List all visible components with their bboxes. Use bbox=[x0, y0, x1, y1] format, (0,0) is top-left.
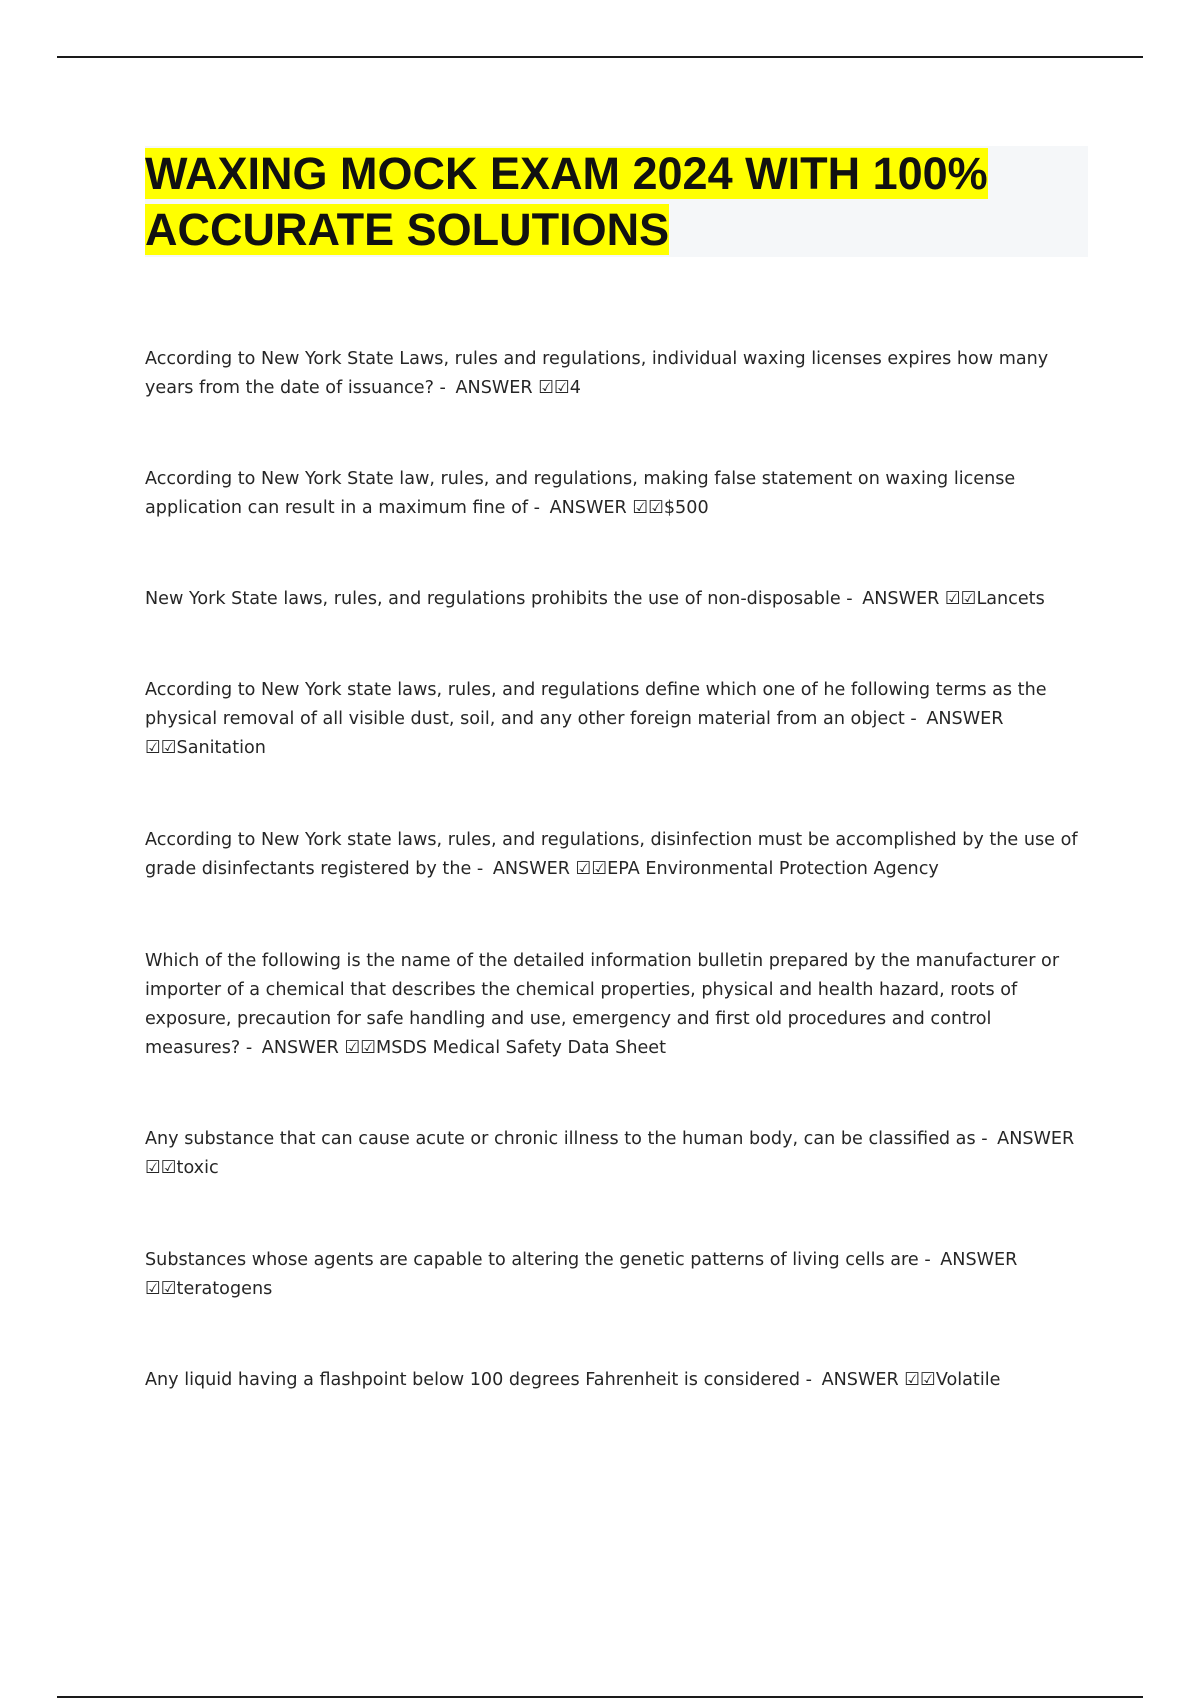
check-icon: ☑☑ bbox=[538, 378, 570, 398]
qa-item-2 bbox=[145, 465, 1090, 523]
check-icon: ☑☑ bbox=[145, 1279, 177, 1299]
check-icon: ☑☑ bbox=[904, 1370, 936, 1390]
answer-label: ANSWER bbox=[862, 589, 940, 609]
answer-text: EPA Environmental Protection Agency bbox=[607, 859, 939, 879]
title-block bbox=[145, 146, 1088, 257]
answer-label: ANSWER bbox=[997, 1129, 1075, 1149]
question-text: According to New York state laws, rules, and regulations define which one of he following terms as the physical removal of all visible dust, soil, and any other foreign material from an object - bbox=[145, 680, 1047, 729]
question-text: Any substance that can cause acute or chronic illness to the human body, can be classified as - bbox=[145, 1129, 988, 1149]
check-icon: ☑☑ bbox=[145, 1158, 177, 1178]
answer-label: ANSWER bbox=[492, 859, 570, 879]
qa-item-3 bbox=[145, 585, 1090, 614]
question-text: According to New York State Laws, rules and regulations, individual waxing licenses expires how many years from the date of issuance? - bbox=[145, 349, 1049, 398]
answer-text: toxic bbox=[176, 1158, 219, 1178]
answer-label: ANSWER bbox=[549, 498, 627, 518]
qa-item-9 bbox=[145, 1366, 1090, 1395]
check-icon: ☑☑ bbox=[575, 859, 608, 879]
answer-text: MSDS Medical Safety Data Sheet bbox=[376, 1038, 667, 1058]
answer-label: ANSWER bbox=[926, 709, 1004, 729]
question-text: Any liquid having a flashpoint below 100 degrees Fahrenheit is considered - bbox=[145, 1370, 812, 1390]
answer-label: ANSWER bbox=[455, 378, 533, 398]
answer-text: 4 bbox=[569, 378, 581, 398]
question-text: According to New York state laws, rules, and regulations, disinfection must be accomplished by the use of grade disinfectants registered by the - bbox=[145, 830, 1078, 879]
answer-label: ANSWER bbox=[261, 1038, 339, 1058]
answer-label: ANSWER bbox=[940, 1250, 1018, 1270]
answer-text: Sanitation bbox=[176, 738, 266, 758]
answer-text: teratogens bbox=[176, 1279, 273, 1299]
answer-text: Lancets bbox=[976, 589, 1045, 609]
answer-text: $500 bbox=[663, 498, 709, 518]
question-text: According to New York State law, rules, and regulations, making false statement on waxing license application can result in a maximum fine of - bbox=[145, 469, 1016, 518]
qa-item-8 bbox=[145, 1246, 1090, 1304]
document-title bbox=[145, 146, 1088, 258]
qa-item-7 bbox=[145, 1125, 1090, 1183]
qa-item-4 bbox=[145, 676, 1090, 763]
question-text: Which of the following is the name of the detailed information bulletin prepared by the manufacturer or importer of a chemical that describes the chemical properties, physical and health hazard, roots of exposure, precaution for safe handling and use, emergency and first old procedures and control measures? - bbox=[145, 951, 1060, 1058]
qa-item-5 bbox=[145, 826, 1090, 884]
bottom-rule bbox=[57, 1696, 1143, 1698]
check-icon: ☑☑ bbox=[944, 589, 977, 609]
check-icon: ☑☑ bbox=[344, 1038, 377, 1058]
answer-label: ANSWER bbox=[821, 1370, 899, 1390]
qa-item-6 bbox=[145, 947, 1090, 1063]
check-icon: ☑☑ bbox=[145, 738, 177, 758]
question-text: New York State laws, rules, and regulations prohibits the use of non-disposable - bbox=[145, 589, 853, 609]
check-icon: ☑☑ bbox=[632, 498, 664, 518]
question-text: Substances whose agents are capable to altering the genetic patterns of living cells are - bbox=[145, 1250, 931, 1270]
qa-item-1 bbox=[145, 345, 1090, 403]
answer-text: Volatile bbox=[935, 1370, 1001, 1390]
top-rule bbox=[57, 56, 1143, 58]
title-highlight: WAXING MOCK EXAM 2024 WITH 100% ACCURATE SOLUTIONS bbox=[145, 148, 988, 255]
